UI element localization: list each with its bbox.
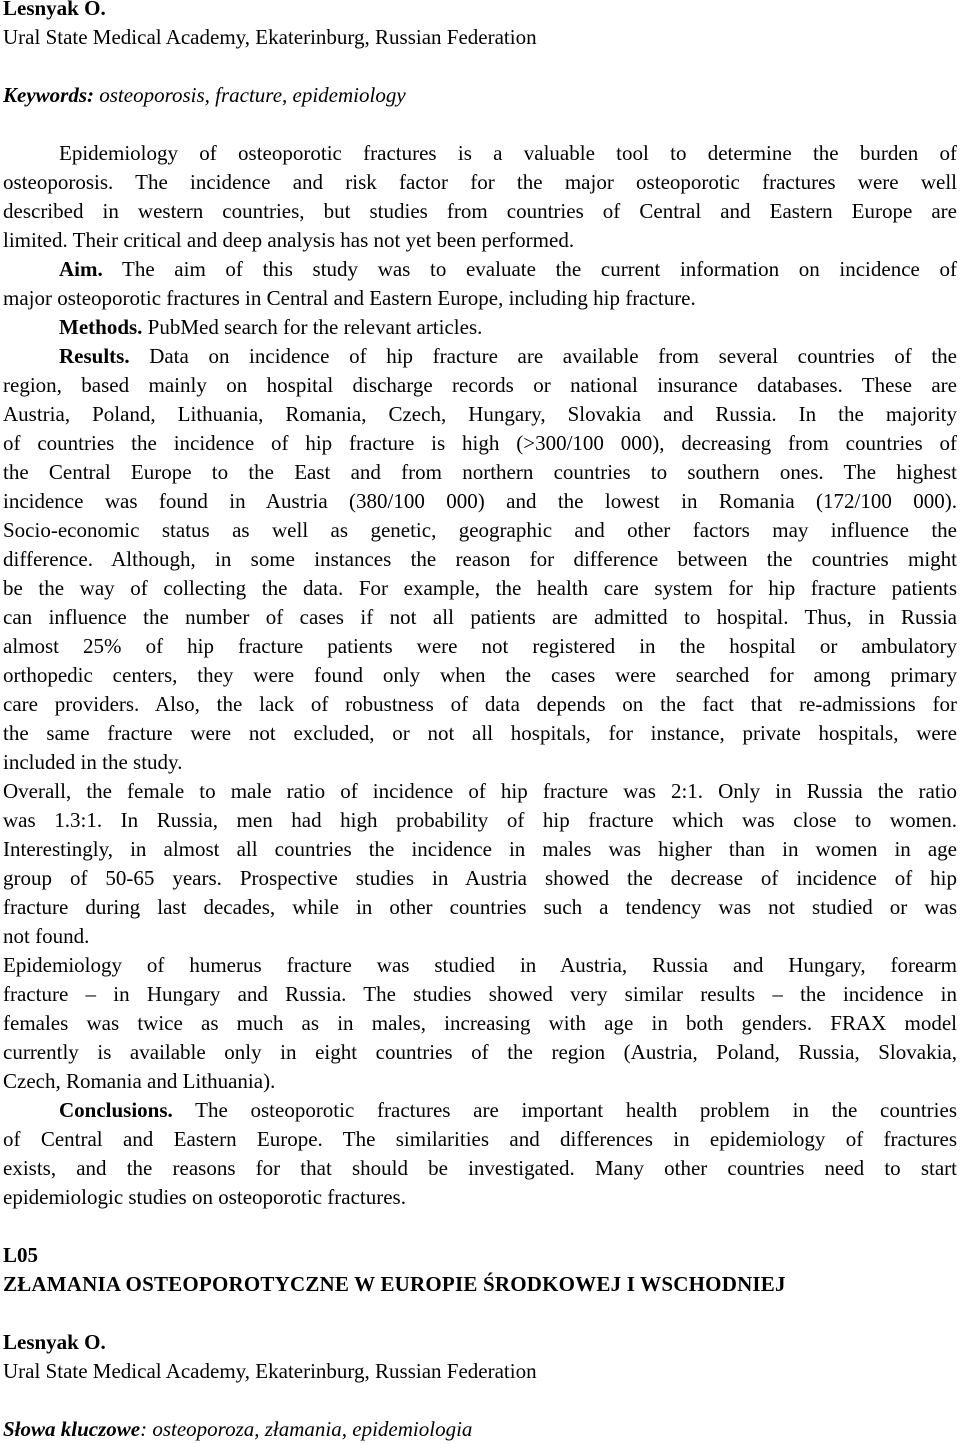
results-line: region, based mainly on hospital discharge records or national insurance databases. These are: [3, 373, 957, 397]
intro-line: osteoporosis. The incidence and risk factor for the major osteoporotic fractures were well: [3, 170, 957, 194]
conclusions-label: Conclusions.: [59, 1098, 173, 1122]
conclusions-text: The osteoporotic fractures are important health problem in the countries: [172, 1098, 957, 1122]
humerus-line: currently is available only in eight countries of the region (Austria, Poland, Russia, Slovakia,: [3, 1040, 957, 1064]
humerus-line: fracture – in Hungary and Russia. The studies showed very similar results – the incidence in: [3, 982, 957, 1006]
results-line: Socio-economic status as well as genetic, geographic and other factors may influence the: [3, 518, 957, 542]
aim-label: Aim.: [59, 257, 103, 281]
abstract-title: ZŁAMANIA OSTEOPOROTYCZNE W EUROPIE ŚRODKOWEJ I WSCHODNIEJ: [3, 1272, 786, 1296]
spacer: [3, 52, 957, 81]
results-line: incidence was found in Austria (380/100 000) and the lowest in Romania (172/100 000).: [3, 489, 957, 513]
results-line: of countries the incidence of hip fracture is high (>300/100 000), decreasing from countries of: [3, 431, 957, 455]
keywords-line: [3, 81, 957, 110]
spacer: [3, 1386, 957, 1415]
intro-line: described in western countries, but studies from countries of Central and Eastern Europe are: [3, 199, 957, 223]
author-name: Lesnyak O.: [3, 0, 106, 20]
overall-line: Interestingly, in almost all countries the incidence in males was higher than in women in age: [3, 837, 957, 861]
keywords-text: : osteoporoza, złamania, epidemiologia: [140, 1417, 473, 1441]
results-line: the same fracture were not excluded, or not all hospitals, for instance, private hospitals, were: [3, 721, 957, 745]
methods-line: [3, 313, 957, 342]
intro-line: Epidemiology of osteoporotic fractures is a valuable tool to determine the burden of: [59, 141, 957, 165]
keywords-text: osteoporosis, fracture, epidemiology: [94, 83, 406, 107]
overall-line: not found.: [3, 924, 90, 948]
aim-line: major osteoporotic fractures in Central and Eastern Europe, including hip fracture.: [3, 286, 696, 310]
spacer: [3, 1299, 957, 1328]
results-line: Austria, Poland, Lithuania, Romania, Czech, Hungary, Slovakia and Russia. In the majority: [3, 402, 957, 426]
keywords-label: Słowa kluczowe: [3, 1417, 141, 1441]
spacer: [3, 110, 957, 139]
aim-line: [3, 255, 957, 284]
overall-line: was 1.3:1. In Russia, men had high probability of hip fracture which was close to women.: [3, 808, 957, 832]
keywords-label: Keywords:: [3, 83, 94, 107]
methods-label: Methods.: [59, 315, 143, 339]
results-line: difference. Although, in some instances the reason for difference between the countries might: [3, 547, 957, 571]
results-line: included in the study.: [3, 750, 183, 774]
results-line: orthopedic centers, they were found only when the cases were searched for among primary: [3, 663, 957, 687]
humerus-line: Epidemiology of humerus fracture was studied in Austria, Russia and Hungary, forearm: [3, 953, 957, 977]
overall-line: group of 50-65 years. Prospective studies in Austria showed the decrease of incidence of hip: [3, 866, 957, 890]
spacer: [3, 1212, 957, 1241]
intro-line: limited. Their critical and deep analysis has not yet been performed.: [3, 228, 575, 252]
results-line: can influence the number of cases if not all patients are admitted to hospital. Thus, in Russia: [3, 605, 957, 629]
methods-text: PubMed search for the relevant articles.: [142, 315, 483, 339]
results-line: almost 25% of hip fracture patients were not registered in the hospital or ambulatory: [3, 634, 957, 658]
affiliation: Ural State Medical Academy, Ekaterinburg, Russian Federation: [3, 1359, 537, 1383]
results-text: Data on incidence of hip fracture are available from several countries of the: [129, 344, 957, 368]
aim-text: The aim of this study was to evaluate the current information on incidence of: [102, 257, 957, 281]
conclusions-line: [3, 1096, 957, 1125]
author-name: Lesnyak O.: [3, 1330, 106, 1354]
keywords-line: [3, 1415, 957, 1444]
abstract-code: L05: [3, 1243, 39, 1267]
conclusions-line: exists, and the reasons for that should be investigated. Many other countries need to start: [3, 1156, 957, 1180]
results-line: be the way of collecting the data. For example, the health care system for hip fracture patients: [3, 576, 957, 600]
conclusions-line: of Central and Eastern Europe. The similarities and differences in epidemiology of fractures: [3, 1127, 957, 1151]
conclusions-line: epidemiologic studies on osteoporotic fractures.: [3, 1185, 406, 1209]
results-label: Results.: [59, 344, 130, 368]
humerus-line: Czech, Romania and Lithuania).: [3, 1069, 276, 1093]
overall-line: fracture during last decades, while in other countries such a tendency was not studied or was: [3, 895, 957, 919]
results-line: care providers. Also, the lack of robustness of data depends on the fact that re-admissions for: [3, 692, 957, 716]
results-line: the Central Europe to the East and from northern countries to southern ones. The highest: [3, 460, 957, 484]
humerus-line: females was twice as much as in males, increasing with age in both genders. FRAX model: [3, 1011, 957, 1035]
results-line: [3, 342, 957, 371]
overall-line: Overall, the female to male ratio of incidence of hip fracture was 2:1. Only in Russia the ratio: [3, 779, 957, 803]
affiliation: Ural State Medical Academy, Ekaterinburg, Russian Federation: [3, 25, 537, 49]
